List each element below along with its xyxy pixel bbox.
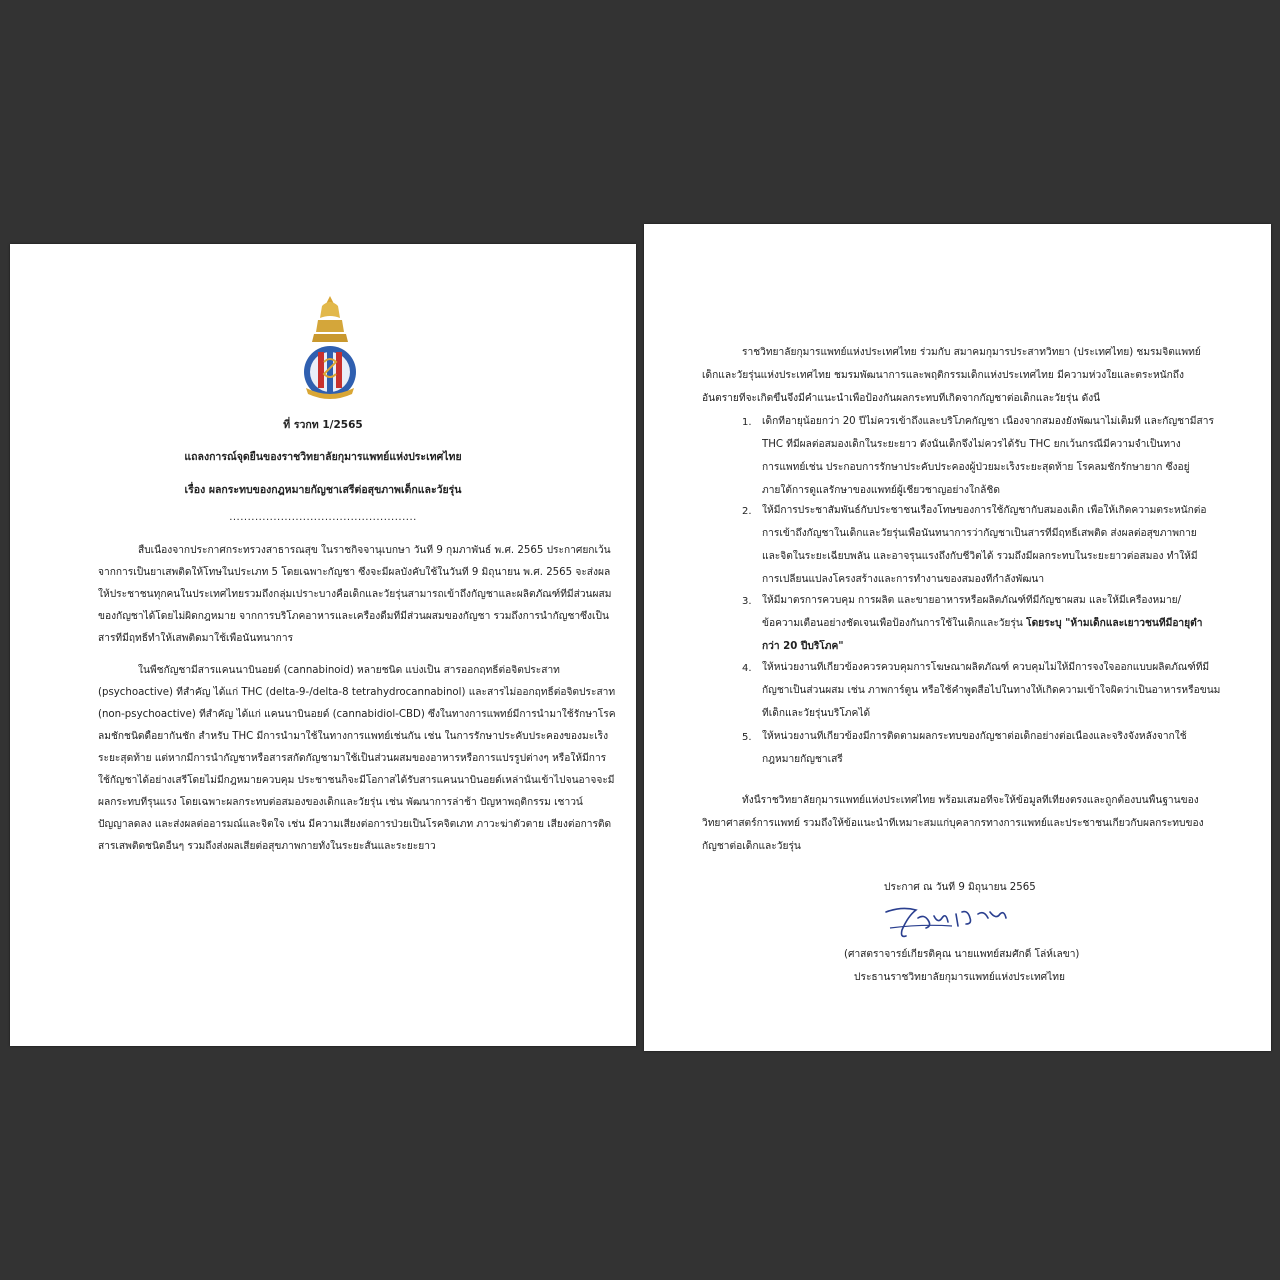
item-line: ให้มีการประชาสัมพันธ์กับประชาชนเรื่องโทษของการใช้กัญชากับสมองเด็ก เพื่อให้เกิดความตระหนักต่อ (762, 505, 1207, 516)
statement-page-2 (644, 224, 1271, 1051)
paragraph-line: เด็กและวัยรุ่นแห่งประเทศไทย ชมรมพัฒนาการและพฤติกรรมเด็กแห่งประเทศไทย มีความห่วงใยและตระหนักถึง (702, 370, 1184, 381)
paragraph-line: ใช้กัญชาได้อย่างเสรีโดยไม่มีกฎหมายควบคุม ประชาชนก็จะมีโอกาสได้รับสารแคนนาบินอยด์เหล่านั้นเข้าไปจนอาจจะมี (98, 775, 615, 786)
item-line: ให้มีมาตรการควบคุม การผลิต และขายอาหารหรือผลิตภัณฑ์ที่มีกัญชาผสม และให้มีเครื่องหมาย/ (762, 595, 1182, 606)
item-line: ที่เด็กและวัยรุ่นบริโภคได้ (762, 708, 871, 719)
paragraph-line: ในพืชกัญชามีสารแคนนาบินอยด์ (cannabinoid) หลายชนิด แบ่งเป็น สารออกฤทธิ์ต่อจิตประสาท (138, 665, 560, 676)
paragraph-line: สารเสพติดชนิดอื่นๆ รวมถึงส่งผลเสียต่อสุขภาพกายทั้งในระยะสั้นและระยะยาว (98, 841, 436, 852)
item-line: ให้หน่วยงานที่เกี่ยวข้องมีการติดตามผลกระทบของกัญชาต่อเด็กอย่างต่อเนื่องและจริงจังหลังจากใช้ (762, 731, 1187, 742)
item-number: 3. (742, 596, 752, 607)
signer-name: (ศาสตราจารย์เกียรติคุณ นายแพทย์สมศักดิ์ โล่ห์เลขา) (844, 949, 1080, 960)
item-line: การแพทย์เช่น ประกอบการรักษาประคับประคองผู้ป่วยมะเร็งระยะสุดท้าย โรคลมชักรักษายาก ซึ่งอยู่ (762, 462, 1190, 473)
statement-page-1 (10, 244, 636, 1046)
item-line: THC ที่มีผลต่อสมองเด็กในระยะยาว ดังนั้นเด็กจึงไม่ควรได้รับ THC ยกเว้นกรณีมีความจำเป็นทาง (762, 439, 1181, 450)
paragraph-line: ให้ประชาชนทุกคนในประเทศไทยรวมถึงกลุ่มเปราะบางคือเด็กและวัยรุ่นสามารถเข้าถึงกัญชาและผลิตภัณฑ์ที่มีส่วนผสม (98, 589, 612, 600)
statement-title: แถลงการณ์จุดยืนของราชวิทยาลัยกุมารแพทย์แห่งประเทศไทย (184, 451, 462, 463)
item-line: และจิตในระยะเฉียบพลัน และอาจรุนแรงถึงกับชีวิตได้ รวมถึงมีผลกระทบในระยะยาวต่อสมอง ทำให้มี (762, 551, 1198, 562)
signer-title: ประธานราชวิทยาลัยกุมารแพทย์แห่งประเทศไทย (854, 972, 1065, 983)
handwritten-signature (882, 904, 1032, 944)
announcement-date: ประกาศ ณ วันที่ 9 มิถุนายน 2565 (884, 882, 1036, 893)
paragraph-line: ของกัญชาได้โดยไม่ผิดกฎหมาย จากการบริโภคอาหารและเครื่องดื่มที่มีส่วนผสมของกัญชา รวมถึงการนำกัญชาซึ่งเป็น (98, 611, 609, 622)
paragraph-line: ลมชักชนิดดื้อยากันชัก สำหรับ THC มีการนำมาใช้ในทางการแพทย์เช่นกัน เช่น ในการรักษาประคับประคองของมะเร็ง (98, 731, 609, 742)
paragraph-line: ระยะสุดท้าย แต่หากมีการนำกัญชาหรือสารสกัดกัญชามาใช้เป็นส่วนผสมของอาหารหรือการแปรรูปต่างๆ หรือให้มีการ (98, 753, 607, 764)
item-number: 4. (742, 663, 752, 674)
statement-subject: เรื่อง ผลกระทบของกฎหมายกัญชาเสรีต่อสุขภาพเด็กและวัยรุ่น (184, 484, 462, 496)
paragraph-line: ผลกระทบที่รุนแรง โดยเฉพาะผลกระทบต่อสมองของเด็กและวัยรุ่น เช่น พัฒนาการล่าช้า ปัญหาพฤติกรรม เชาวน์ (98, 797, 583, 808)
paragraph-line: ราชวิทยาลัยกุมารแพทย์แห่งประเทศไทย ร่วมกับ สมาคมกุมารประสาทวิทยา (ประเทศไทย) ชมรมจิตแพทย์ (742, 347, 1201, 358)
royal-college-crest-logo (300, 292, 360, 402)
item-line: กว่า 20 ปีบริโภค" (762, 641, 844, 652)
paragraph-line: ทั้งนี้ราชวิทยาลัยกุมารแพทย์แห่งประเทศไทย พร้อมเสมอที่จะให้ข้อมูลที่เที่ยงตรงและถูกต้องบนพื้นฐานของ (742, 795, 1199, 806)
item-line: ภายใต้การดูแลรักษาของแพทย์ผู้เชี่ยวชาญอย่างใกล้ชิด (762, 485, 1000, 496)
item-line: กัญชาเป็นส่วนผสม เช่น ภาพการ์ตูน หรือใช้คำพูดสื่อไปในทางให้เกิดความเข้าใจผิดว่าเป็นอาหารหรือขนม (762, 685, 1221, 696)
item-bold-warning: โดยระบุ "ห้ามเด็กและเยาวชนที่มีอายุต่ำ (1026, 618, 1203, 629)
item-number: 2. (742, 506, 752, 517)
item-line: ให้หน่วยงานที่เกี่ยวข้องควรควบคุมการโฆษณาผลิตภัณฑ์ ควบคุมไม่ให้มีการจงใจออกแบบผลิตภัณฑ์ที่มี (762, 662, 1210, 673)
separator-dots: ................................................... (229, 512, 417, 523)
item-line: การเข้าถึงกัญชาในเด็กและวัยรุ่นเพื่อนันทนาการว่ากัญชาเป็นสารที่มีฤทธิ์เสพติด ส่งผลต่อสุขภาพกาย (762, 528, 1197, 539)
paragraph-line: ปัญญาลดลง และส่งผลต่ออารมณ์และจิตใจ เช่น มีความเสี่ยงต่อการป่วยเป็นโรคจิตเภท ภาวะฆ่าตัวตาย เสี่ยงต่อการติด (98, 819, 612, 830)
paragraph-line: กัญชาต่อเด็กและวัยรุ่น (702, 841, 801, 852)
paragraph-line: (psychoactive) ที่สำคัญ ได้แก่ THC (delta-9-/delta-8 tetrahydrocannabinol) และสารไม่ออกฤทธิ์ต่อจิตประสาท (98, 687, 616, 698)
item-line-text: ข้อความเตือนอย่างชัดเจนเพื่อป้องกันการใช้ในเด็กและวัยรุ่น (762, 618, 1023, 629)
item-line: เด็กที่อายุน้อยกว่า 20 ปีไม่ควรเข้าถึงและบริโภคกัญชา เนื่องจากสมองยังพัฒนาไม่เต็มที่ และกัญชามีสาร (762, 416, 1214, 427)
item-number: 5. (742, 732, 752, 743)
document-number: ที่ รวกท 1/2565 (283, 419, 363, 431)
paragraph-line: จากการเป็นยาเสพติดให้โทษในประเภท 5 โดยเฉพาะกัญชา ซึ่งจะมีผลบังคับใช้ในวันที่ 9 มิถุนายน พ.ศ. 2565 จะส่งผล (98, 567, 611, 578)
paragraph-line: สืบเนื่องจากประกาศกระทรวงสาธารณสุข ในราชกิจจานุเบกษา วันที่ 9 กุมภาพันธ์ พ.ศ. 2565 ประกาศยกเว้น (138, 545, 611, 556)
item-line: การเปลี่ยนแปลงโครงสร้างและการทำงานของสมองที่กำลังพัฒนา (762, 574, 1045, 585)
paragraph-line: อันตรายที่จะเกิดขึ้นจึงมีคำแนะนำเพื่อป้องกันผลกระทบที่เกิดจากกัญชาต่อเด็กและวัยรุ่น ดังนี้ (702, 393, 1101, 404)
item-line: กฎหมายกัญชาเสรี (762, 754, 843, 765)
paragraph-line: วิทยาศาสตร์การแพทย์ รวมถึงให้ข้อแนะนำที่เหมาะสมแก่บุคลากรทางการแพทย์และประชาชนเกี่ยวกับผลกระทบของ (702, 818, 1204, 829)
item-line (762, 617, 1222, 631)
item-number: 1. (742, 417, 752, 428)
paragraph-line: สารที่มีฤทธิ์ทำให้เสพติดมาใช้เพื่อนันทนาการ (98, 633, 294, 644)
paragraph-line: (non-psychoactive) ที่สำคัญ ได้แก่ แคนนาบินอยด์ (cannabidiol-CBD) ซึ่งในทางการแพทย์มีการนำมาใช้รักษาโรค (98, 709, 616, 720)
